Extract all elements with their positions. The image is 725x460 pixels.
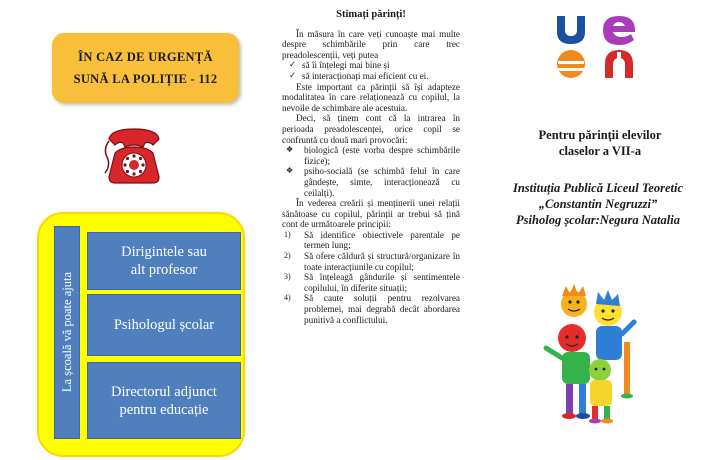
- institution-line-2: „Constantin Negruzzi”: [538, 197, 658, 211]
- audience-title: [500, 127, 700, 159]
- principle-item: [282, 293, 460, 325]
- principle-number: 1): [284, 229, 291, 239]
- check-list: [282, 60, 460, 81]
- role-3-line-1: Directorul adjunct: [111, 383, 217, 400]
- phone-icon: [101, 125, 167, 187]
- challenge-item: ❖ psiho-socială (se schimbă felul în care gândește, simte, interacționează cu ceilalți).: [282, 166, 460, 198]
- principle-text: Să înțeleagă gândurile și sentimentele copilului, în diferite situații;: [304, 272, 460, 293]
- challenge-item: ❖ biologică (este vorba despre schimbările fizice);: [282, 145, 460, 166]
- children-illustration: [538, 282, 638, 424]
- side-label: [54, 226, 80, 439]
- role-school-psychologist: [87, 294, 241, 356]
- check-item: ✓ să interacționați mai eficient cu ei.: [282, 71, 460, 82]
- institution-block: [492, 180, 704, 228]
- principle-item: [282, 230, 460, 251]
- principles-list: [282, 230, 460, 325]
- principle-text: Să identifice obiectivele parentale pe termen lung;: [304, 229, 460, 251]
- principle-number: 3): [284, 272, 291, 282]
- principle-text: Să ofere căldură și structură/organizare în toate interacțiunile cu copilul;: [304, 251, 460, 272]
- role-1-line-2: alt profesor: [130, 262, 198, 278]
- paragraph-3: Deci, să ținem cont că la intrarea în perioada preadolescenței, orice copil se confruntă cu două mari provocări:: [282, 113, 460, 145]
- emergency-line-2: SUNĂ LA POLIȚIE - 112: [73, 72, 218, 86]
- psychologist-line: Psiholog școlar:Negura Natalia: [516, 213, 680, 227]
- paragraph-1: În măsura în care veți cunoaște mai multe despre schimbările prin care trec preadolescenții, veți putea: [282, 28, 460, 60]
- institution-line-1: Instituția Publică Liceul Teoretic: [512, 181, 684, 195]
- letter-title: Stimați părinți!: [336, 9, 406, 20]
- audience-line-1: Pentru părinții elevilor: [538, 128, 662, 142]
- paragraph-2: Este important ca părinții să își adapteze modalitatea în care relaționează cu copilul, la nevoile de schimbare ale acestuia.: [282, 81, 460, 113]
- principle-item: [282, 272, 460, 293]
- principle-number: 4): [284, 293, 291, 303]
- audience-line-2: claselor a VII-a: [558, 144, 642, 158]
- check-item: ✓ să îi înțelegi mai bine și: [282, 60, 460, 71]
- principle-text: Să caute soluții pentru rezolvarea problemei, mai degrabă decât abordarea punitivă a conflictului.: [304, 293, 460, 325]
- role-homeroom-teacher: [87, 232, 241, 290]
- paragraph-4: În vederea creării și menținerii unei relații sănătoase cu copilul, părinții ar trebui să țină cont de următoarele principii:: [282, 198, 460, 230]
- letter-column: [282, 10, 460, 456]
- principle-item: [282, 251, 460, 272]
- principle-number: 2): [284, 251, 291, 261]
- side-label-text: La școală vă poate ajuta: [59, 272, 74, 393]
- challenge-list: [282, 145, 460, 198]
- role-1-line-1: Dirigintele sau: [121, 244, 207, 260]
- role-2-line-1: Psihologul școlar: [113, 317, 215, 333]
- emergency-banner: [52, 33, 239, 103]
- logo-icon: [553, 12, 643, 82]
- role-deputy-director: [87, 362, 241, 439]
- emergency-line-1: ÎN CAZ DE URGENȚĂ: [78, 50, 213, 64]
- role-3-line-2: pentru educație: [119, 401, 209, 418]
